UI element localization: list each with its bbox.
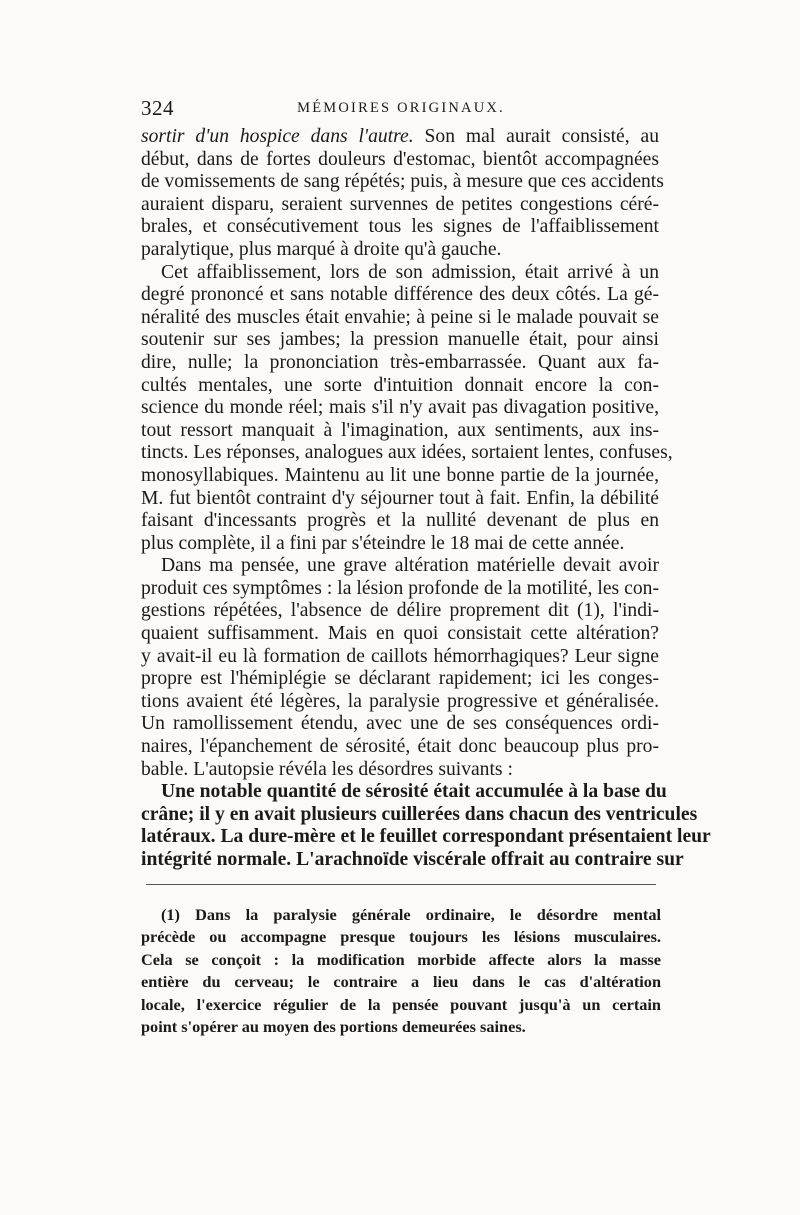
footnote-line: précède ou accompagne presque toujours les lésions musculaires.: [141, 927, 661, 947]
footnote-line: point s'opérer au moyen des portions demeurées saines.: [141, 1016, 526, 1036]
body-line: dire, nulle; la prononciation très-embarrassée. Quant aux fa-: [141, 351, 659, 373]
paragraph-start-line: Une notable quantité de sérosité était accumulée à la base du: [161, 781, 667, 803]
body-line: tout ressort manquait à l'imagination, aux sentiments, aux ins-: [141, 419, 659, 441]
running-head: [141, 96, 661, 120]
body-line: début, dans de fortes douleurs d'estomac, bientôt accompagnées: [141, 148, 659, 170]
body-line: [141, 126, 659, 149]
body-line: paralytique, plus marqué à droite qu'à gauche.: [141, 238, 502, 260]
body-line: propre est l'hémiplégie se déclarant rapidement; ici les conges-: [141, 668, 659, 690]
body-line: quaient suffisamment. Mais en quoi consistait cette altération?: [141, 623, 659, 645]
body-line: science du monde réel; mais s'il n'y avait pas divagation positive,: [141, 397, 659, 419]
page-number: 324: [141, 96, 174, 120]
running-title: MÉMOIRES ORIGINAUX.: [297, 100, 505, 116]
body-line: monosyllabiques. Maintenu au lit une bonne partie de la journée,: [141, 464, 659, 486]
body-line: Un ramollissement étendu, avec une de ses conséquences ordi-: [141, 713, 659, 735]
body-line: y avait-il eu là formation de caillots hémorrhagiques? Leur signe: [141, 645, 659, 667]
paragraph-start-line: Cet affaiblissement, lors de son admission, était arrivé à un: [161, 261, 659, 283]
body-line: plus complète, il a fini par s'éteindre le 18 mai de cette année.: [141, 532, 625, 554]
footnote-line: Cela se conçoit : la modification morbide affecte alors la masse: [141, 949, 661, 969]
body-line: crâne; il y en avait plusieurs cuillerées dans chacun des ventricules: [141, 803, 698, 825]
body-line: faisant d'incessants progrès et la nullité devenant de plus en: [141, 510, 659, 532]
body-line: bable. L'autopsie révéla les désordres suivants :: [141, 758, 513, 780]
body-line: latéraux. La dure-mère et le feuillet correspondant présentaient leur: [141, 826, 711, 848]
body-line: gestions répétées, l'absence de délire proprement dit (1), l'indi-: [141, 600, 659, 622]
body-line: auraient disparu, seraient survennes de petites congestions céré-: [141, 193, 659, 215]
footnote-line: entière du cerveau; le contraire a lieu dans le cas d'altération: [141, 972, 661, 992]
body-line: naires, l'épanchement de sérosité, était donc beaucoup plus pro-: [141, 736, 659, 758]
footnote: [141, 904, 661, 1038]
footnote-divider: [146, 884, 656, 885]
body-line: de vomissements de sang répétés; puis, à mesure que ces accidents: [141, 171, 664, 193]
body-line: soutenir sur ses jambes; la pression manuelle était, pour ainsi: [141, 329, 659, 351]
body-line: cultés mentales, une sorte d'intuition donnait encore la con-: [141, 374, 659, 396]
body-line: tions avaient été légères, la paralysie progressive et généralisée.: [141, 690, 659, 712]
footnote-line: locale, l'exercice régulier de la pensée pouvant jusqu'à un certain: [141, 994, 661, 1014]
body-line: tincts. Les réponses, analogues aux idées, sortaient lentes, confuses,: [141, 442, 673, 464]
body-line: intégrité normale. L'arachnoïde viscérale offrait au contraire sur: [141, 849, 684, 870]
footnote-line: (1) Dans la paralysie générale ordinaire, le désordre mental: [161, 905, 661, 924]
line-continuation: Son mal aurait consisté, au: [413, 126, 659, 147]
body-text: [141, 126, 711, 872]
body-line: brales, et consécutivement tous les signes de l'affaiblissement: [141, 216, 659, 238]
body-line: néralité des muscles était envahie; à peine si le malade pouvait se: [141, 306, 659, 328]
paragraph-start-line: Dans ma pensée, une grave altération matérielle devait avoir: [161, 555, 659, 577]
body-line: M. fut bientôt contraint d'y séjourner tout à fait. Enfin, la débilité: [141, 487, 659, 509]
italic-phrase: sortir d'un hospice dans l'autre.: [141, 126, 414, 147]
body-line: produit ces symptômes : la lésion profonde de la motilité, les con-: [141, 577, 659, 599]
body-line: degré prononcé et sans notable différence des deux côtés. La gé-: [141, 284, 659, 306]
